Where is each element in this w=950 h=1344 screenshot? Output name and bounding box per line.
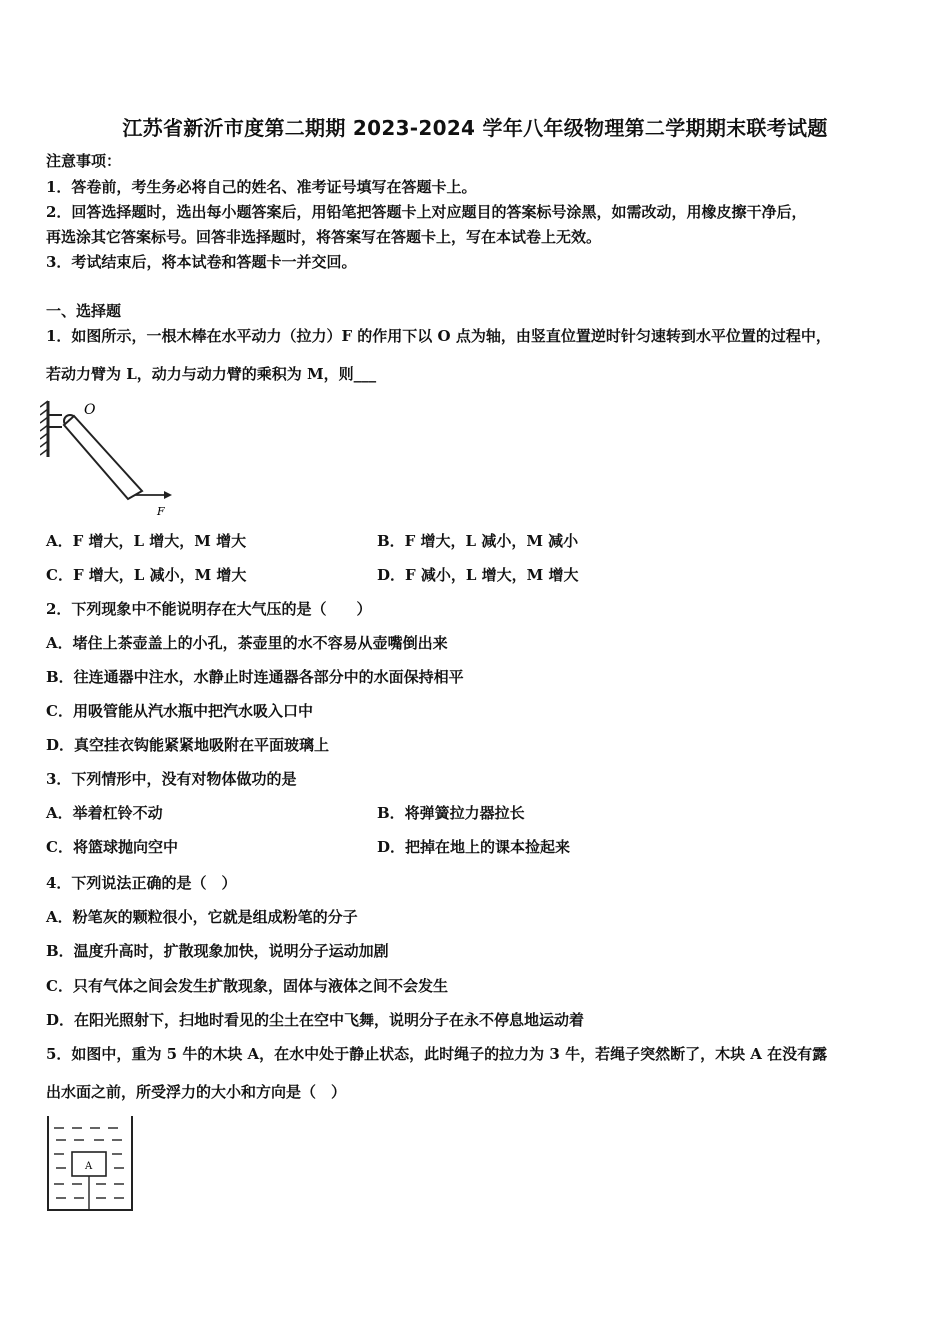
notice-line: 1．答卷前，考生务必将自己的姓名、准考证号填写在答题卡上。 [46, 178, 477, 196]
page-title: 江苏省新沂市度第二期期 2023-2024 学年八年级物理第二学期期末联考试题 [122, 116, 828, 140]
option-b: B．往连通器中注水，水静止时连通器各部分中的水面保持相平 [46, 668, 464, 686]
force-label-f: F [157, 505, 165, 518]
option-b: B．F 增大，L 减小，M 减小 [377, 532, 579, 550]
question-stem: 5．如图中，重为 5 牛的木块 A，在水中处于静止状态，此时绳子的拉力为 3 牛，若绳子突然断了，木块 A 在没有露 [46, 1045, 828, 1063]
option-a: A．F 增大，L 增大，M 增大 [46, 532, 247, 550]
option-b: B．将弹簧拉力器拉长 [377, 804, 525, 822]
lever-figure [40, 395, 175, 520]
option-d: D．真空挂衣钩能紧紧地吸附在平面玻璃上 [46, 736, 330, 754]
notice-line: 3．考试结束后，将本试卷和答题卡一并交回。 [46, 253, 357, 271]
notice-heading: 注意事项： [46, 152, 122, 170]
notice-line: 2．回答选择题时，选出每小题答案后，用铅笔把答题卡上对应题目的答案标号涂黑，如需改动，用橡皮擦干净后， [46, 203, 807, 221]
option-d: D．F 减小，L 增大，M 增大 [377, 566, 579, 584]
option-b: B．温度升高时，扩散现象加快，说明分子运动加剧 [46, 942, 389, 960]
pivot-label-o: O [84, 402, 96, 418]
option-d: D．把掉在地上的课本捡起来 [377, 838, 571, 856]
question-stem: 若动力臂为 L，动力与动力臂的乘积为 M，则___ [46, 365, 377, 383]
notice-line: 再选涂其它答案标号。回答非选择题时，将答案写在答题卡上，写在本试卷上无效。 [46, 228, 602, 246]
question-stem: 3．下列情形中，没有对物体做功的是 [46, 770, 297, 788]
option-c: C．将篮球抛向空中 [46, 838, 178, 856]
option-c: C．用吸管能从汽水瓶中把汽水吸入口中 [46, 702, 313, 720]
section-heading: 一、选择题 [46, 302, 122, 320]
block-label-a: A [85, 1161, 93, 1172]
option-a: A．举着杠铃不动 [46, 804, 163, 822]
option-a: A．粉笔灰的颗粒很小，它就是组成粉笔的分子 [46, 908, 358, 926]
question-stem: 1．如图所示，一根木棒在水平动力（拉力）F 的作用下以 O 点为轴，由竖直位置逆时针匀速转到水平位置的过程中， [46, 327, 831, 345]
option-c: C．F 增大，L 减小，M 增大 [46, 566, 247, 584]
question-stem: 出水面之前，所受浮力的大小和方向是（ ） [46, 1083, 347, 1101]
option-a: A．堵住上茶壶盖上的小孔，茶壶里的水不容易从壶嘴倒出来 [46, 634, 448, 652]
container-figure [44, 1112, 139, 1214]
question-stem: 2．下列现象中不能说明存在大气压的是（ ） [46, 600, 372, 618]
option-d: D．在阳光照射下，扫地时看见的尘土在空中飞舞，说明分子在永不停息地运动着 [46, 1011, 585, 1029]
question-stem: 4．下列说法正确的是（ ） [46, 874, 237, 892]
option-c: C．只有气体之间会发生扩散现象，固体与液体之间不会发生 [46, 977, 448, 995]
